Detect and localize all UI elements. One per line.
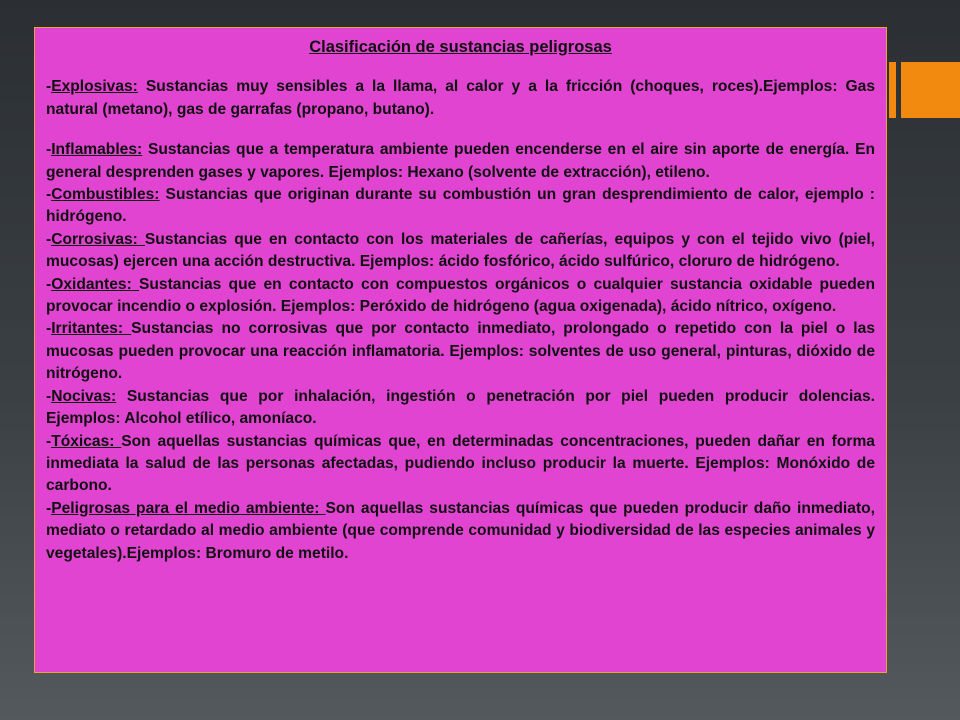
entry-text: Sustancias que en contacto con los materiales de cañerías, equipos y con el tejido vivo (piel, mucosas) ejercen una acción destructiva. Ejemplos: ácido fosfórico, ácido sulfúrico, cloruro de hidrógeno. [46, 230, 875, 271]
entry-term: Explosivas: [51, 78, 138, 96]
slide-title: Clasificación de sustancias peligrosas [309, 38, 612, 56]
entry-term: Combustibles: [51, 186, 160, 204]
entry-text: Son aquellas sustancias químicas que pueden producir daño inmediato, mediato o retardado al medio ambiente (que comprende comunidad y biodiversidad de las especies animales y vegetales).Ejemplos: Bromuro de metilo. [46, 499, 875, 562]
accent-bar-right [901, 62, 960, 118]
entry-text: Sustancias que por inhalación, ingestión o penetración por piel pueden producir dolencias. Ejemplos: Alcohol etílico, amoníaco. [46, 387, 875, 428]
entry-combustibles: -Combustibles: Sustancias que originan durante su combustión un gran desprendimiento de calor, ejemplo : hidrógeno. [46, 186, 875, 226]
accent-bar-left [889, 62, 896, 118]
entry-toxicas: -Tóxicas: Son aquellas sustancias químicas que, en determinadas concentraciones, pueden dañar en forma inmediata la salud de las personas afectadas, pudiendo incluso producir la muerte. Ejemplos: Monóxido de carbono. [46, 432, 875, 495]
entry-term: Oxidantes: [51, 275, 139, 293]
entry-text: Sustancias no corrosivas que por contacto inmediato, prolongado o repetido con la piel o las mucosas pueden provocar una reacción inflamatoria. Ejemplos: solventes de uso general, pinturas, dióxido de nitrógeno. [46, 320, 875, 383]
entry-text: Sustancias que a temperatura ambiente pueden encenderse en el aire sin aporte de energía. En general desprenden gases y vapores. Ejemplos: Hexano (solvente de extracción), etileno. [46, 141, 875, 181]
entry-term: Peligrosas para el medio ambiente: [51, 499, 326, 517]
entry-text: Sustancias muy sensibles a la llama, al calor y a la fricción (choques, roces).Ejemplos: Gas natural (metano), gas de garrafas (propano, butano). [46, 78, 875, 118]
entry-term: Tóxicas: [51, 432, 122, 450]
entry-term: Inflamables: [51, 141, 143, 159]
entry-explosivas: -Explosivas: Sustancias muy sensibles a la llama, al calor y a la fricción (choques, roces).Ejemplos: Gas natural (metano), gas de garrafas (propano, butano). [46, 78, 875, 118]
entry-nocivas: -Nocivas: Sustancias que por inhalación, ingestión o penetración por piel pueden producir dolencias. Ejemplos: Alcohol etílico, amoníaco. [46, 387, 875, 428]
entry-text: Sustancias que en contacto con compuestos orgánicos o cualquier sustancia oxidable pueden provocar incendio o explosión. Ejemplos: Peróxido de hidrógeno (agua oxigenada), ácido nítrico, oxígeno. [46, 275, 876, 316]
entry-text: Son aquellas sustancias químicas que, en determinadas concentraciones, pueden dañar en forma inmediata la salud de las personas afectadas, pudiendo incluso producir la muerte. Ejemplos: Monóxido de carbono. [46, 432, 875, 495]
entry-peligrosas-medio-ambiente: -Peligrosas para el medio ambiente: Son aquellas sustancias químicas que pueden producir daño inmediato, mediato o retardado al medio ambiente (que comprende comunidad y biodiversidad de las especies animales y vegetales).Ejemplos: Bromuro de metilo. [46, 499, 875, 562]
content-card [34, 27, 887, 673]
entry-term: Irritantes: [51, 320, 132, 338]
entry-term: Corrosivas: [51, 230, 145, 248]
entry-irritantes: -Irritantes: Sustancias no corrosivas que por contacto inmediato, prolongado o repetido con la piel o las mucosas pueden provocar una reacción inflamatoria. Ejemplos: solventes de uso general, pinturas, dióxido de nitrógeno. [46, 320, 875, 383]
entry-text: Sustancias que originan durante su combustión un gran desprendimiento de calor, ejemplo : hidrógeno. [46, 186, 875, 226]
entry-corrosivas: -Corrosivas: Sustancias que en contacto con los materiales de cañerías, equipos y con el tejido vivo (piel, mucosas) ejercen una acción destructiva. Ejemplos: ácido fosfórico, ácido sulfúrico, cloruro de hidrógeno. [46, 230, 875, 271]
entry-inflamables: -Inflamables: Sustancias que a temperatura ambiente pueden encenderse en el aire sin aporte de energía. En general desprenden gases y vapores. Ejemplos: Hexano (solvente de extracción), etileno. [46, 141, 875, 181]
entry-term: Nocivas: [51, 387, 117, 405]
entry-oxidantes: -Oxidantes: Sustancias que en contacto con compuestos orgánicos o cualquier sustancia oxidable pueden provocar incendio o explosión. Ejemplos: Peróxido de hidrógeno (agua oxigenada), ácido nítrico, oxígeno. [46, 275, 876, 316]
